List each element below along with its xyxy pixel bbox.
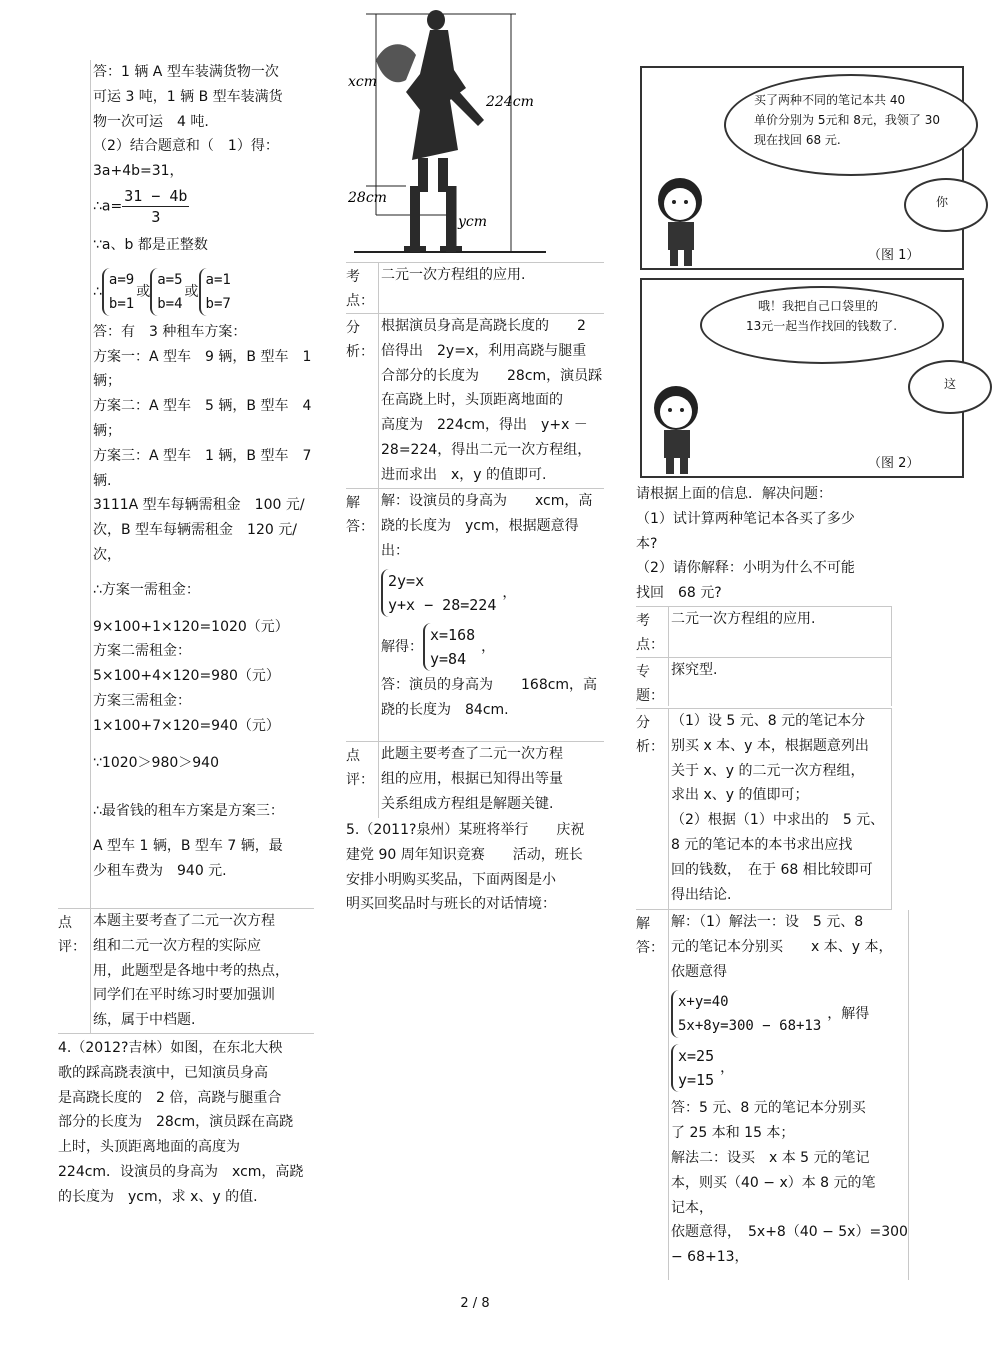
text-line: 3a+4b=31，	[93, 163, 184, 180]
text-line: 答：5 元、8 元的笔记本分别买	[671, 1100, 866, 1117]
zhuanti-content	[668, 658, 892, 706]
equation: x+y=40	[678, 994, 729, 1011]
text-line: 方案三：A 型车 1 辆，B 型车 7	[93, 447, 312, 464]
kaodian-label: 考 点：	[636, 612, 664, 653]
text-line: 解：设演员的身高为 xcm，高	[381, 493, 593, 509]
therefore-sign: ∴	[93, 283, 102, 300]
equation: a=5	[157, 271, 183, 288]
bubble-text: 买了两种不同的笔记本共 40 单价分别为 5元和 8元，我领了 30 现在找回 68 元.	[754, 93, 940, 147]
review-label: 点 评：	[58, 915, 86, 955]
text-line: 的长度为 ycm，求 x、y 的值.	[58, 1188, 258, 1205]
equation: a=9	[108, 271, 135, 288]
small-bubble-text: 这	[944, 377, 957, 391]
equation-system-block	[671, 990, 908, 1038]
column-3	[636, 482, 950, 1280]
solution-system	[423, 623, 481, 671]
zhuanti-row	[636, 657, 892, 708]
text-line: 此题主要考查了二元一次方程	[381, 746, 563, 762]
answer-block	[58, 60, 314, 908]
text-line: 进而求出 x，y 的值即可.	[381, 466, 547, 483]
text-line: 跷的长度为 84cm.	[381, 702, 509, 719]
review-block	[58, 908, 314, 1033]
solution-block	[671, 1044, 908, 1092]
text-line: 关于 x、y 的二元一次方程组，	[671, 762, 865, 779]
text-line: 可运 3 吨，1 辆 B 型车装满货	[93, 88, 283, 105]
text-line: 用，此题型是各地中考的热点，	[93, 962, 289, 979]
text-line: （2）请你解释：小明为什么不可能	[636, 560, 855, 577]
text-line: 解：（1）解法一：设 5 元、8	[671, 913, 864, 930]
text-line: 方案二：A 型车 5 辆，B 型车 4	[93, 398, 312, 415]
text-line: 答：演员的身高为 168cm，高	[381, 677, 598, 694]
text-line: 次，B 型车每辆需租金 120 元/	[93, 522, 297, 539]
fenxi-label: 分 析：	[636, 714, 664, 755]
solution-system	[671, 1044, 720, 1092]
text-line: 歌的踩高跷表演中，已知演员身高	[58, 1064, 268, 1081]
x-label: xcm	[348, 74, 378, 90]
text-line: 二元一次方程组的应用.	[381, 267, 526, 283]
text-line: 3111A 型车每辆需租金 100 元/	[93, 497, 305, 514]
text-line: 是高跷长度的 2 倍，高跷与腿重合	[58, 1089, 282, 1106]
fenxi-content	[378, 314, 604, 488]
text-line: 合部分的长度为 28cm，演员踩	[381, 367, 603, 384]
kaodian-content	[668, 607, 892, 657]
solve-text: ，解得	[827, 1006, 870, 1023]
equation: x=168	[430, 626, 476, 645]
text-line: A 型车 1 辆，B 型车 7 辆，最	[93, 838, 283, 855]
text-line: ∴方案一需租金：	[93, 581, 200, 598]
text-line: 在高跷上时，头顶距离地面的	[381, 392, 563, 409]
solution-block	[381, 623, 604, 671]
text-line: 倍得出 2y=x，利用高跷与腿重	[381, 342, 587, 359]
text-line: 建党 90 周年知识竞赛 活动，班长	[346, 846, 583, 863]
text-line: 5.（2011?泉州）某班将举行 庆祝	[346, 822, 585, 838]
overlap-label: 28cm	[348, 190, 387, 206]
text-line: 安排小明购买奖品，下面两图是小	[346, 871, 556, 888]
text-line: 方案一：A 型车 9 辆，B 型车 1	[93, 348, 312, 365]
equation-system	[671, 990, 827, 1038]
fenxi-row	[346, 313, 604, 488]
text-line: 方案三需租金：	[93, 692, 191, 709]
equation: b=4	[157, 295, 183, 312]
text-line: 本题主要考查了二元一次方程	[93, 913, 275, 929]
text-line: 5×100+4×120=980（元）	[93, 668, 280, 685]
text-line: 解法二：设买 x 本 5 元的笔记	[671, 1149, 870, 1166]
comma: ，	[481, 639, 496, 656]
equation-system	[381, 569, 502, 617]
text-line: 224cm．设演员的身高为 xcm，高跷	[58, 1163, 304, 1180]
text-line: 根据演员身高是高跷长度的 2	[381, 318, 586, 334]
boy-illustration	[646, 380, 710, 476]
equation-system	[199, 268, 233, 316]
fenxi-content	[668, 709, 892, 909]
equation: b=1	[108, 295, 135, 312]
equation: b=7	[205, 295, 231, 312]
kaodian-content	[378, 263, 604, 313]
text-line: 请根据上面的信息．解决问题：	[636, 486, 832, 502]
jieda-label: 解 答：	[636, 915, 664, 956]
or-text: 或	[136, 283, 151, 300]
equation: x=25	[678, 1047, 715, 1066]
stilt-figure	[346, 0, 604, 262]
text-line: 9×100+1×120=1020（元）	[93, 618, 289, 635]
text-line: 辆；	[93, 373, 121, 390]
text-line: 4.（2012?吉林）如图，在东北大秧	[58, 1040, 283, 1056]
equation: y+x − 28=224	[388, 596, 497, 615]
bubble-text: 哦！我把自己口袋里的 13元一起当作找回的钱数了.	[746, 299, 898, 333]
figure-caption: （图 1）	[868, 248, 920, 263]
boy-illustration	[650, 172, 714, 268]
fraction-expression	[93, 186, 314, 227]
text-line: （2）根据（1）中求出的 5 元、	[671, 812, 885, 829]
equation-system	[102, 268, 136, 316]
total-height-label: 224cm	[486, 94, 534, 110]
equation: 5x+8y=300 − 68+13	[678, 1018, 822, 1035]
text-line: 依题意得	[671, 963, 727, 980]
text-line: 依题意得， 5x+8（40 − 5x）=300	[671, 1224, 908, 1241]
frac-denominator: 3	[151, 207, 161, 226]
column-1	[58, 60, 314, 1210]
small-bubble-text: 你	[936, 195, 949, 209]
text-line: 上时，头顶距离地面的高度为	[58, 1139, 240, 1156]
text-line: 少租车费为 940 元.	[93, 862, 227, 879]
equation: y=84	[430, 650, 467, 669]
jieda-row	[636, 909, 908, 1280]
answer-label-space	[58, 60, 90, 908]
text-line: 本?	[636, 535, 658, 552]
jieda-label: 解 答：	[346, 495, 374, 535]
comic-figure-1	[640, 66, 964, 270]
solution-systems	[93, 268, 314, 316]
text-line: 探究型.	[671, 661, 718, 678]
equation: a=1	[205, 271, 231, 288]
text-line: 本，则买（40 − x）本 8 元的笔	[671, 1174, 876, 1191]
text-line: 高度为 224cm，得出 y+x －	[381, 417, 588, 434]
text-line: 部分的长度为 28cm，演员踩在高跷	[58, 1114, 294, 1131]
text-line: 物一次可运 4 吨.	[93, 113, 209, 130]
text-line: 得出结论.	[671, 886, 732, 903]
text-line: 组的应用，根据已知得出等量	[381, 770, 563, 787]
text-line: 8 元的笔记本的本书求出应找	[671, 836, 853, 853]
frac-prefix: ∴a=	[93, 198, 123, 215]
text-line: 了 25 本和 15 本；	[671, 1125, 795, 1142]
text-line: 练，属于中档题.	[93, 1012, 196, 1029]
equation-system-block	[381, 569, 604, 617]
answer-content	[90, 60, 314, 908]
jieda-content	[668, 910, 909, 1280]
text-line: 出：	[381, 542, 409, 559]
zhuanti-label: 专 题：	[636, 663, 664, 704]
dianping-content	[378, 742, 604, 818]
review-content	[90, 909, 314, 1033]
text-line: 答：1 辆 A 型车装满货物一次	[93, 64, 279, 80]
text-line: 次，	[93, 546, 121, 563]
text-line: 明买回奖品时与班长的对话情境：	[346, 896, 556, 913]
fraction	[122, 186, 189, 227]
text-line: 跷的长度为 ycm，根据题意得	[381, 517, 579, 534]
y-label: ycm	[458, 214, 488, 230]
question-4	[58, 1033, 314, 1210]
text-line: 记本，	[671, 1199, 713, 1216]
text-line: 同学们在平时练习时要加强训	[93, 987, 275, 1004]
or-text: 或	[184, 283, 199, 300]
text-line: 找回 68 元?	[636, 585, 722, 602]
fenxi-row	[636, 708, 892, 909]
fenxi-label: 分 析：	[346, 320, 374, 360]
comma: ，	[720, 1060, 735, 1077]
text-line: （1）试计算两种笔记本各买了多少	[636, 510, 855, 527]
text-line: − 68+13，	[671, 1249, 749, 1266]
question-5-tasks	[636, 482, 950, 606]
kaodian-row	[346, 262, 604, 313]
text-line: 元的笔记本分别买 x 本、y 本，	[671, 938, 893, 955]
text-line: 关系组成方程组是解题关键.	[381, 795, 554, 812]
text-line: 1×100+7×120=940（元）	[93, 717, 280, 734]
dianping-row	[346, 741, 604, 818]
figure-caption: （图 2）	[868, 456, 920, 471]
text-line: 辆.	[93, 472, 112, 489]
text-line: 组和二元一次方程的实际应	[93, 937, 261, 954]
text-line: 求出 x、y 的值即可；	[671, 787, 809, 804]
equation: 2y=x	[388, 572, 425, 591]
text-line: 辆；	[93, 422, 121, 439]
text-line: （1）设 5 元、8 元的笔记本分	[671, 712, 866, 729]
kaodian-label: 考 点：	[346, 269, 374, 309]
comic-figure-2	[640, 278, 964, 478]
text-line: 别买 x 本、y 本，根据题意列出	[671, 737, 869, 754]
comma: ，	[502, 585, 517, 602]
text-line: （2）结合题意和（ 1）得：	[93, 138, 279, 155]
text-line: 回的钱数， 在于 68 相比较即可	[671, 861, 873, 878]
text-line: 二元一次方程组的应用.	[671, 610, 816, 627]
page-number: 2 / 8	[460, 1296, 490, 1311]
jieda-content	[378, 489, 604, 741]
kaodian-row	[636, 606, 892, 657]
text-line: 答：有 3 种租车方案：	[93, 323, 247, 340]
text-line: ∴最省钱的租车方案是方案三：	[93, 803, 284, 820]
text-line: 方案二需租金：	[93, 643, 191, 660]
question-5	[346, 818, 604, 917]
dianping-label: 点 评：	[346, 748, 374, 788]
frac-numerator: 31 − 4b	[124, 186, 188, 205]
equation: y=15	[678, 1071, 715, 1090]
column-2	[346, 0, 604, 917]
text-line: ∵a、b 都是正整数	[93, 236, 208, 253]
solution-table	[636, 606, 908, 1280]
equation-system	[150, 268, 184, 316]
text-line: 28=224，得出二元一次方程组，	[381, 441, 592, 458]
solve-label: 解得：	[381, 639, 423, 656]
jieda-row	[346, 488, 604, 741]
text-line: ∵1020＞980＞940	[93, 754, 219, 771]
